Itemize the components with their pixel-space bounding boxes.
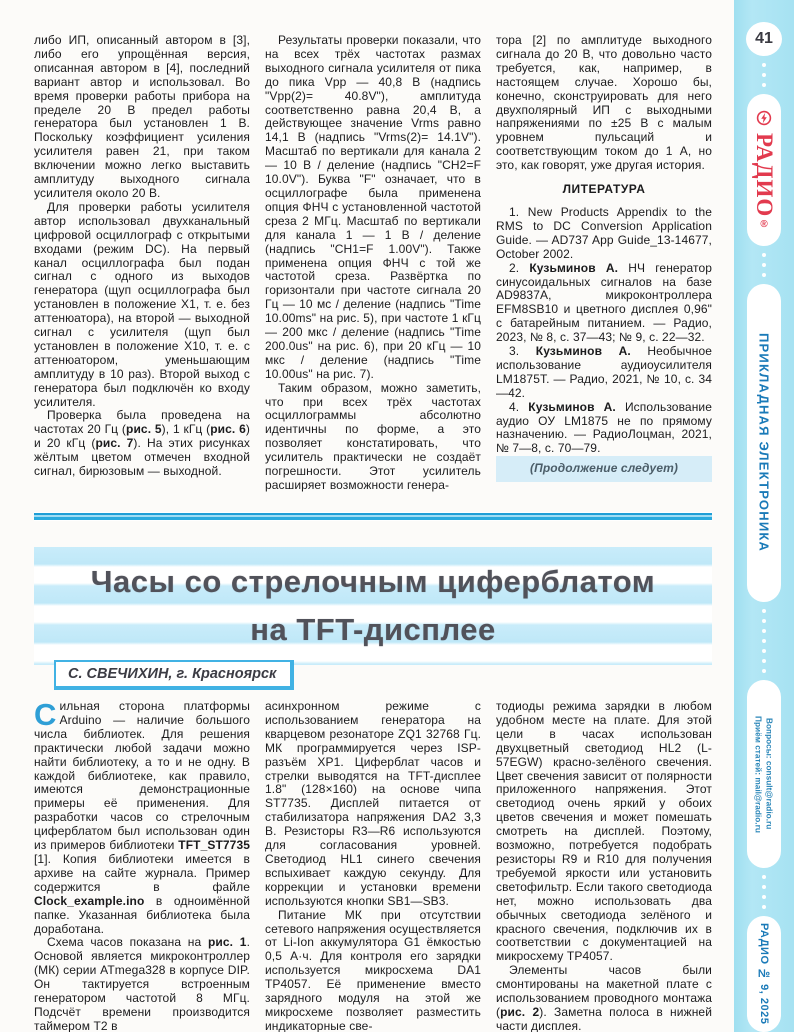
contact-line-submissions: Приём статей: mail@radio.ru <box>753 715 764 833</box>
article-column-2 <box>265 700 481 1032</box>
article-column-3 <box>496 700 712 1032</box>
issue-label-pill <box>747 916 781 1032</box>
article-title-banner <box>34 547 712 665</box>
paragraph: Схема часов показана на рис. 1. Основой является микроконтроллер (МК) серии ATmega328 в корпусе DIP. Он тактируется встроенным генератором частотой 8 МГц. Подсчёт времени производится таймером Т2 в <box>34 935 250 1032</box>
radio-logo-text: РАДИО <box>752 132 777 218</box>
radio-logo-pill <box>747 94 781 246</box>
top-column-2 <box>265 34 481 504</box>
section-label: ПРИКЛАДНАЯ ЭЛЕКТРОНИКА <box>756 333 772 553</box>
page-number-badge: 41 <box>746 22 782 56</box>
paragraph: тора [2] по амплитуде выходного сигнала до 20 В, что довольно часто требуется, как, например, в настоящем случае. Хорошо бы, конечно, сконструировать для него двухполярный ИП с выходными напряжениями по ±25 В с малым уровнем пульсаций и соответствующим током до 1 А, но это, как говорят, уже другая история. <box>496 34 712 173</box>
paragraph: Проверка была проведена на частотах 20 Гц (рис. 5), 1 кГц (рис. 6) и 20 кГц (рис. 7). На этих рисунках жёлтым цветом отмечен входной сигнал, бирюзовым — выходной. <box>34 408 251 479</box>
to-be-continued-note: (Продолжение следует) <box>496 456 712 482</box>
reference-item: 3. Кузьминов А. Необычное использование аудиоусилителя LM1875T. — Радио, 2021, № 10, с. 34—42. <box>496 344 712 400</box>
dot-separator <box>762 609 766 673</box>
paragraph: тодиоды режима зарядки в любом удобном месте на плате. Для этой цели в часах использован двухцветный светодиод HL2 (L-57EGW) красно-зелёного свечения. Цвет свечения зависит от полярности приложенного напряжения. Этот светодиод очень яркий у обоих цветов свечения и может помешать смотреть на дисплей. Поэтому, возможно, потребуется подобрать резисторы R9 и R10 для получения требуемой яркости или установить светофильтр. Если такого светодиода нет, можно использовать два обычных светодиода зелёного и красного свечения, подключив их в соответствии с документацией на микросхему TP4057. <box>496 700 712 964</box>
top-column-3 <box>496 34 712 504</box>
top-column-1 <box>34 34 250 504</box>
registered-mark: ® <box>760 219 768 231</box>
paragraph-text: ильная сторона платформы Arduino — наличие большого числа библиотек. Для решения практически любой задачи можно найти библиотеку, а то и не одну. В каждой библиотеке, как правило, имеются демонстрационные примеры её применения. Для разработки часов со стрелочным циферблатом был использован один из примеров библиотеки TFT_ST7735 [1]. Копия библиотеки имеется в архиве на сайте журнала. Пример содержится в файле Clock_example.ino в одноимённой папке. Указанная библиотека была доработана. <box>34 700 250 936</box>
dot-separator <box>762 63 766 87</box>
section-label-pill <box>747 284 781 602</box>
article-title-line1: Часы со стрелочным циферблатом <box>90 564 656 599</box>
reference-item: 1. New Products Appendix to the RMS to DC Conversion Application Guide. — AD737 App Guide_13-14677, October 2002. <box>496 204 712 261</box>
article-title-line2: на TFT-дисплее <box>250 612 496 647</box>
magazine-sidebar <box>734 0 794 1032</box>
paragraph: Питание МК при отсутствии сетевого напряжения осуществляется от Li-Ion аккумулятора G1 ёмкостью 0,5 А·ч. Для контроля его зарядки используется микросхема DA1 TP4057. Её применение вместо зарядного модуля на этой же микросхеме позволяет разместить индикаторные све- <box>265 907 481 1032</box>
paragraph: Для проверки работы усилителя автор использовал двухканальный цифровой осциллограф с открытыми входами (режим DC). На первый канал осциллографа был подан сигнал с одного из выходов генератора (щуп осциллографа был установлен в положение X1, т. е. без аттенюатора), на второй — выходной сигнал с усилителя (щуп был установлен в положение X10, т. е. с аттенюатором, уменьшающим амплитуду в 10 раз). Второй выход с генератора был подключён ко входу усилителя. <box>34 199 250 409</box>
author-byline: С. СВЕЧИХИН, г. Красноярск <box>54 660 294 690</box>
drop-cap: С <box>34 700 57 732</box>
contact-line-questions: Вопросы: consult@radio.ru <box>764 718 775 830</box>
paragraph: либо ИП, описанный автором в [3], либо его упрощённая версия, описанная автором в [4], последний вариант автор и использовал. Во время проверки работы прибора на пределе 20 В предел работы генератора был установлен 1 В. Поскольку коэффициент усиления усилителя равен 21, при таком включении можно легко выставить амплитуду выходного сигнала усилителя около 20 В. <box>34 34 250 200</box>
radio-logo-emblem-icon <box>756 110 772 131</box>
paragraph: Таким образом, можно заметить, что при всех трёх частотах осциллограммы абсолютно идентичны по форме, а это позволяет констатировать, что усилитель практически не создаёт погрешности. Этот усилитель расширяет возможности генера- <box>265 380 481 492</box>
article-columns <box>34 700 712 1032</box>
article-column-1 <box>34 700 250 1032</box>
dot-separator <box>762 253 766 277</box>
issue-label: РАДИО № 9, 2025 <box>758 923 770 1025</box>
paragraph: асинхронном режиме с использованием генератора на кварцевом резонаторе ZQ1 32768 Гц. МК программируется через ISP-разъём XP1. Циферблат часов и стрелки выводятся на TFT-дисплее 1.8" (128×160) на основе чипа ST7735. Дисплей питается от стабилизатора напряжения DA2 3,3 В. Резисторы R3—R6 используются для согласования уровней. Светодиод HL1 синего свечения вспыхивает каждую секунду. Для коррекции и установки времени используются кнопки SB1—SB3. <box>265 700 481 908</box>
literature-heading: ЛИТЕРАТУРА <box>562 182 646 197</box>
dot-separator <box>762 875 766 909</box>
paragraph: Элементы часов были смонтированы на макетной плате с использованием проводного монтажа (рис. 2). Заметна полоса в нижней части дисплея. <box>496 963 712 1032</box>
contact-info-pill <box>747 680 781 868</box>
section-divider-rule <box>34 512 712 521</box>
paragraph: Результаты проверки показали, что на всех трёх частотах размах выходного сигнала усилителя от пика до пика Vpp — 40,8 В (надпись "Vpp(2)= 40.8V"), амплитуда соответственно равна 20,4 В, а действующее значение Vrms равно 14,1 В (надпись "Vrms(2)= 14.1V"). Масштаб по вертикали для канала 2 — 10 В / деление (надпись "CH2=F 10.0V"). Буква "F" означает, что в осциллографе была применена опция ФНЧ с установленной частотой среза 2 МГц. Масштаб по вертикали для канала 1 — 1 В / деление (надпись "CH1=F 1.00V"). Также применена опция ФНЧ с той же частотой среза. Развёртка по горизонтали при частоте сигнала 20 Гц — 10 мс / деление (надпись "Time 10.00ms" на рис. 5), при частоте 1 кГц — 200 мкс / деление (надпись "Time 200.0us" на рис. 6), при 20 кГц — 10 мкс / деление (надпись "Time 10.00us" на рис. 7). <box>265 34 481 381</box>
top-article-columns <box>34 34 712 504</box>
reference-item: 4. Кузьминов А. Использование аудио ОУ LM1875 не по прямому назначению. — РадиоЛоцман, 2021, № 7—8, с. 70—79. <box>496 399 712 456</box>
reference-item: 2. Кузьминов А. НЧ генератор синусоидальных сигналов на базе AD9837A, микроконтроллера EFM8SB10 и цветного дисплея 0,96" с батарейным питанием. — Радио, 2023, № 8, с. 37—43; № 9, с. 22—32. <box>496 260 712 345</box>
paragraph-with-dropcap <box>34 700 250 936</box>
